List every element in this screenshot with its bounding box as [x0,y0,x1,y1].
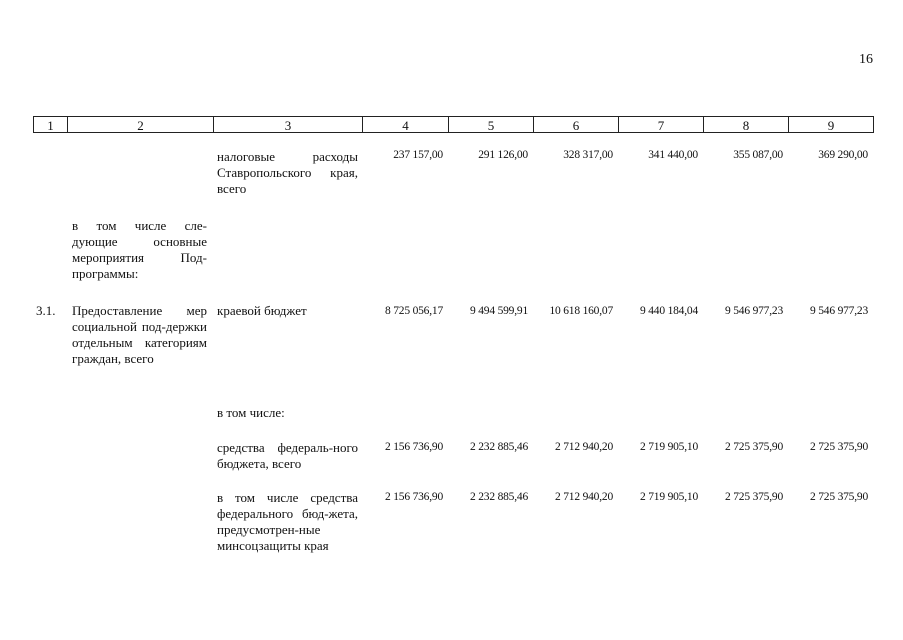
row-value: 341 440,00 [648,149,698,161]
row-value: 2 719 905,10 [640,441,698,453]
row-value: 9 494 599,91 [470,305,528,317]
header-col-8: 8 [703,116,788,133]
row-value: 2 232 885,46 [470,491,528,503]
row-value: 2 232 885,46 [470,441,528,453]
row-value: 9 546 977,23 [725,305,783,317]
row-source: средства федераль-ного бюджета, всего [217,440,358,471]
row-value: 9 546 977,23 [810,305,868,317]
row-value: 2 156 736,90 [385,491,443,503]
row-value: 2 725 375,90 [725,441,783,453]
row-value: 2 712 940,20 [555,491,613,503]
header-col-9: 9 [788,116,874,133]
header-col-1: 1 [33,116,67,133]
row-source: в том числе: [217,405,285,420]
row-name: в том числе сле-дующие основные мероприятия Под-программы: [72,218,207,281]
row-value: 2 725 375,90 [810,441,868,453]
row-value: 369 290,00 [818,149,868,161]
row-source: в том числе средства федерального бюд-жета, предусмотрен-ные минсоцзащиты края [217,490,358,553]
row-name: Предоставление мер социальной под-держки отдельным категориям граждан, всего [72,303,207,366]
header-col-4: 4 [362,116,448,133]
header-col-7: 7 [618,116,703,133]
row-value: 355 087,00 [733,149,783,161]
row-value: 291 126,00 [478,149,528,161]
row-source: краевой бюджет [217,303,307,318]
row-source: налоговые расходы Ставропольского края, всего [217,149,358,196]
header-col-3: 3 [213,116,362,133]
row-value: 9 440 184,04 [640,305,698,317]
row-number: 3.1. [36,303,56,318]
row-value: 2 719 905,10 [640,491,698,503]
row-value: 2 712 940,20 [555,441,613,453]
row-value: 2 725 375,90 [810,491,868,503]
page-number: 16 [859,52,873,67]
row-value: 8 725 056,17 [385,305,443,317]
row-value: 2 156 736,90 [385,441,443,453]
row-value: 2 725 375,90 [725,491,783,503]
row-value: 10 618 160,07 [549,305,613,317]
row-value: 328 317,00 [563,149,613,161]
header-col-5: 5 [448,116,533,133]
header-col-6: 6 [533,116,618,133]
header-col-2: 2 [67,116,213,133]
row-value: 237 157,00 [393,149,443,161]
